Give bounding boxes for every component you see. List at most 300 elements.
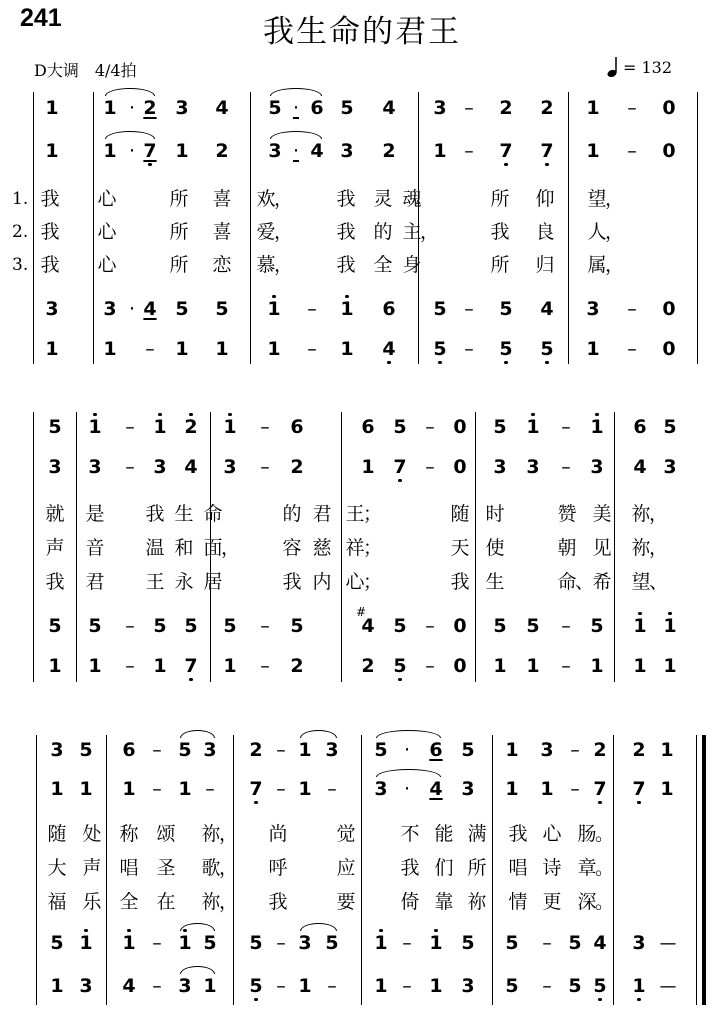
alto-note: 3: [268, 140, 282, 162]
bass-note: 1: [103, 338, 117, 360]
hold-dash: –: [542, 975, 552, 997]
lyric-punctuation: ，: [221, 537, 241, 559]
key-signature: D大调 4/4拍: [34, 61, 137, 80]
hold-dash: –: [542, 932, 552, 954]
lyric-syllable: 歌 ，: [199, 853, 223, 883]
octave-down-dot: [637, 801, 640, 804]
soprano-note: 5: [79, 739, 93, 761]
rest: 0: [662, 97, 676, 119]
alto-note: 1: [361, 456, 375, 478]
bass-note: 4: [382, 338, 396, 360]
tenor-note: 5: [203, 932, 217, 954]
bass-note: 1: [429, 975, 443, 997]
lyric-syllable: 深 。: [575, 887, 599, 917]
lyric-syllable: 使: [485, 537, 505, 559]
lyric-syllable: 恋: [212, 254, 232, 276]
soprano-note: 3: [50, 739, 64, 761]
rest: 0: [453, 416, 467, 438]
lyric-syllable: 君: [312, 503, 332, 525]
lyric-syllable: 魂: [402, 188, 422, 210]
lyric-syllable: 主 ，: [400, 217, 424, 247]
tenor-note: 5: [433, 298, 447, 320]
lyric-syllable: 我: [490, 221, 510, 243]
soprano-note: 2: [593, 739, 607, 761]
lyrics-row: [0, 887, 724, 917]
soprano-note: 2: [499, 97, 513, 119]
lyric-syllable: 王: [145, 571, 165, 593]
rest: 0: [662, 298, 676, 320]
hold-dash: –: [425, 416, 435, 438]
bass-note: 1: [50, 975, 64, 997]
alto-row: [0, 138, 724, 164]
soprano-note: 1: [45, 97, 59, 119]
hold-dash: –: [627, 97, 637, 119]
alto-note: 1: [505, 778, 519, 800]
lyric-syllable: 朝: [557, 537, 577, 559]
lyric-syllable: 希: [592, 571, 612, 593]
slur: [300, 730, 337, 738]
tenor-note: 5: [499, 298, 513, 320]
tenor-note: 1: [122, 932, 136, 954]
bass-row: [0, 336, 724, 362]
lyric-syllable: 肠 。: [575, 819, 599, 849]
hold-dash: –: [260, 615, 270, 637]
soprano-note: 1: [298, 739, 312, 761]
lyric-syllable: 音: [85, 537, 105, 559]
soprano-note: 5: [48, 416, 62, 438]
tenor-note: 5: [393, 615, 407, 637]
lyric-syllable: 慕 ，: [254, 250, 278, 280]
lyric-syllable: 随: [47, 823, 67, 845]
alto-note: 7: [393, 456, 407, 478]
tenor-note: 5: [223, 615, 237, 637]
tenor-row: [0, 296, 724, 322]
alto-note: 1: [175, 140, 189, 162]
lyric-syllable: 温: [145, 537, 165, 559]
lyric-syllable: 应: [336, 857, 356, 879]
bass-note: 1: [586, 338, 600, 360]
lyric-syllable: 能: [434, 823, 454, 845]
lyric-syllable: 颂: [156, 823, 176, 845]
tenor-note: 4: [143, 298, 157, 320]
lyric-punctuation: ，: [605, 254, 625, 276]
lyric-syllable: 所: [467, 857, 487, 879]
rest: 0: [453, 615, 467, 637]
lyric-syllable: 见: [592, 537, 612, 559]
bass-note: 3: [178, 975, 192, 997]
lyric-syllable: 是: [85, 503, 105, 525]
lyric-syllable: 属 ，: [585, 250, 609, 280]
tenor-note: 5: [568, 932, 582, 954]
lyric-punctuation: 。: [595, 857, 615, 879]
lyric-syllable: 所: [490, 254, 510, 276]
bass-note: 2: [290, 655, 304, 677]
alto-note: 3: [461, 778, 475, 800]
slur: [180, 923, 215, 931]
soprano-note: 3: [203, 739, 217, 761]
lyric-syllable: 所: [169, 221, 189, 243]
lyric-punctuation: ；: [363, 571, 383, 593]
bass-note: 1: [215, 338, 229, 360]
tenor-note: 3: [45, 298, 59, 320]
lyric-punctuation: ，: [605, 188, 625, 210]
lyric-syllable: 靠: [434, 891, 454, 913]
bass-note: 1: [175, 338, 189, 360]
lyric-syllable: 祢 ，: [629, 533, 653, 563]
lyric-syllable: 生: [174, 503, 194, 525]
verse-number: 1.: [12, 189, 29, 209]
lyric-syllable: 永: [174, 571, 194, 593]
hold-dash: –: [627, 140, 637, 162]
lyric-syllable: 望 、: [629, 567, 653, 597]
lyric-punctuation: ，: [649, 537, 669, 559]
soprano-note: 1: [660, 739, 674, 761]
hold-dash: –: [627, 338, 637, 360]
soprano-note: 1: [103, 97, 117, 119]
lyric-syllable: 慈: [312, 537, 332, 559]
soprano-note: 1: [223, 416, 237, 438]
bass-note: 5: [499, 338, 513, 360]
lyric-syllable: 欢 ，: [254, 184, 278, 214]
lyric-punctuation: ，: [274, 221, 294, 243]
tenor-note: 5: [505, 932, 519, 954]
hold-dash: –: [152, 739, 162, 761]
tenor-note: 1: [267, 298, 281, 320]
augmentation-dot: ·: [128, 140, 136, 162]
augmentation-dot: ·: [403, 778, 411, 800]
lyric-punctuation: ，: [274, 254, 294, 276]
lyric-syllable: 命: [203, 503, 223, 525]
soprano-note: 2: [540, 97, 554, 119]
octave-down-dot: [254, 801, 257, 804]
augmentation-dot: ·: [292, 140, 300, 162]
rest: 0: [453, 456, 467, 478]
tenor-note: 1: [663, 615, 677, 637]
lyric-punctuation: 。: [595, 823, 615, 845]
lyric-syllable: 生: [485, 571, 505, 593]
alto-note: 1: [103, 140, 117, 162]
slur: [180, 966, 215, 974]
lyric-punctuation: 。: [595, 891, 615, 913]
lyric-syllable: 尚: [268, 823, 288, 845]
soprano-row: [0, 737, 724, 763]
lyric-syllable: 我: [336, 254, 356, 276]
tenor-note: 5: [153, 615, 167, 637]
lyric-syllable: 声: [45, 537, 65, 559]
soprano-note: 1: [88, 416, 102, 438]
soprano-note: 1: [505, 739, 519, 761]
octave-down-dot: [598, 801, 601, 804]
alto-note: 3: [590, 456, 604, 478]
tenor-note: 5: [461, 932, 475, 954]
hold-dash: –: [425, 655, 435, 677]
lyric-syllable: 和: [174, 537, 194, 559]
alto-note: 1: [79, 778, 93, 800]
tenor-note: 5: [325, 932, 339, 954]
lyric-syllable: 人 ，: [585, 217, 609, 247]
slur: [270, 131, 322, 139]
augmentation-dot: ·: [403, 739, 411, 761]
quarter-note-icon: [607, 56, 621, 78]
bass-note: 1: [374, 975, 388, 997]
lyric-syllable: 面 ，: [201, 533, 225, 563]
lyric-syllable: 我: [282, 571, 302, 593]
alto-note: 2: [290, 456, 304, 478]
lyric-syllable: 全: [373, 254, 393, 276]
lyrics-row: [0, 819, 724, 849]
soprano-note: 1: [153, 416, 167, 438]
soprano-note: 5: [268, 97, 282, 119]
hold-dash: –: [125, 416, 135, 438]
tenor-note: 1: [340, 298, 354, 320]
hold-dash: –: [152, 778, 162, 800]
bass-note: 5: [393, 655, 407, 677]
lyric-syllable: 仰: [535, 188, 555, 210]
tenor-note: 5: [88, 615, 102, 637]
lyric-syllable: 祢 ，: [629, 499, 653, 529]
lyric-syllable: 觉: [336, 823, 356, 845]
alto-note: 1: [122, 778, 136, 800]
tenor-note: 5: [50, 932, 64, 954]
soprano-note: 6: [633, 416, 647, 438]
bass-note: 5: [593, 975, 607, 997]
sharp-sign: #: [356, 605, 367, 619]
lyric-syllable: 我: [450, 571, 470, 593]
bass-note: 5: [568, 975, 582, 997]
slur: [376, 769, 441, 777]
lyric-syllable: 情: [508, 891, 528, 913]
lyric-syllable: 们: [434, 857, 454, 879]
hold-dash: –: [307, 338, 317, 360]
hold-dash: –: [561, 456, 571, 478]
lyric-punctuation: ，: [219, 823, 239, 845]
hold-dash: –: [464, 298, 474, 320]
lyric-syllable: 要: [336, 891, 356, 913]
lyric-syllable: 祥 ；: [343, 533, 367, 563]
soprano-note: 3: [325, 739, 339, 761]
slur: [376, 730, 441, 738]
alto-note: 7: [593, 778, 607, 800]
hold-dash: –: [561, 655, 571, 677]
lyric-syllable: 随: [450, 503, 470, 525]
lyric-syllable: 王 ；: [343, 499, 367, 529]
hold-dash: –: [425, 456, 435, 478]
alto-note: 4: [310, 140, 324, 162]
lyric-syllable: 我: [268, 891, 288, 913]
soprano-note: 3: [540, 739, 554, 761]
tenor-note: 1: [374, 932, 388, 954]
soprano-row: [0, 95, 724, 121]
tenor-note: 1: [633, 615, 647, 637]
soprano-note: 5: [663, 416, 677, 438]
rest: 0: [662, 338, 676, 360]
lyric-syllable: 呼: [268, 857, 288, 879]
augmentation-dot: ·: [292, 97, 300, 119]
slur: [270, 88, 322, 96]
tenor-note: 4: [540, 298, 554, 320]
octave-down-dot: [438, 361, 441, 364]
bass-note: 4: [122, 975, 136, 997]
tempo-value: = 132: [622, 57, 672, 77]
soprano-note: 5: [340, 97, 354, 119]
tenor-note: 5: [290, 615, 304, 637]
lyric-syllable: 全: [119, 891, 139, 913]
hold-dash: –: [260, 416, 270, 438]
rest: 0: [662, 140, 676, 162]
hold-dash: –: [276, 975, 286, 997]
lyric-syllable: 我: [336, 221, 356, 243]
lyric-syllable: 望 ，: [585, 184, 609, 214]
octave-down-dot: [504, 163, 507, 166]
alto-note: 3: [493, 456, 507, 478]
lyric-syllable: 心 ；: [343, 567, 367, 597]
lyric-syllable: 更: [542, 891, 562, 913]
soprano-note: 2: [143, 97, 157, 119]
lyric-syllable: 君: [85, 571, 105, 593]
soprano-note: 6: [429, 739, 443, 761]
hold-dash: –: [276, 739, 286, 761]
alto-note: 1: [298, 778, 312, 800]
hymn-title: 我生命的君王: [263, 14, 461, 50]
lyric-syllable: 唱: [119, 857, 139, 879]
bass-note: 1: [153, 655, 167, 677]
tenor-row: [0, 930, 724, 956]
slur: [105, 131, 155, 139]
bass-note: 1: [526, 655, 540, 677]
alto-note: 7: [499, 140, 513, 162]
tenor-note: 3: [103, 298, 117, 320]
hold-dash: –: [145, 338, 155, 360]
tenor-note: 5: [184, 615, 198, 637]
tempo-marking: [607, 56, 672, 78]
hold-dash: –: [570, 739, 580, 761]
lyric-punctuation: ，: [274, 188, 294, 210]
bass-note: 1: [298, 975, 312, 997]
lyrics-row: [0, 217, 724, 247]
tenor-note: 5: [493, 615, 507, 637]
lyric-syllable: 我: [400, 857, 420, 879]
octave-down-dot: [545, 163, 548, 166]
alto-note: 3: [223, 456, 237, 478]
hold-dash: –: [561, 416, 571, 438]
tenor-row: [0, 605, 724, 639]
lyric-syllable: 居: [203, 571, 223, 593]
octave-down-dot: [148, 163, 151, 166]
lyric-syllable: 倚: [400, 891, 420, 913]
hold-dash: ––: [659, 975, 675, 997]
soprano-note: 6: [290, 416, 304, 438]
soprano-note: 3: [433, 97, 447, 119]
tenor-note: 5: [48, 615, 62, 637]
slur: [180, 730, 215, 738]
lyric-punctuation: ，: [649, 503, 669, 525]
soprano-note: 1: [526, 416, 540, 438]
lyric-syllable: 的: [282, 503, 302, 525]
tenor-note: 5: [590, 615, 604, 637]
lyric-syllable: 心: [97, 221, 117, 243]
lyric-syllable: 内: [312, 571, 332, 593]
lyric-syllable: 灵: [373, 188, 393, 210]
bass-note: 1: [223, 655, 237, 677]
verse-number: 3.: [12, 255, 29, 275]
hold-dash: –: [570, 778, 580, 800]
lyric-syllable: 所: [169, 254, 189, 276]
soprano-row: [0, 414, 724, 440]
lyric-syllable: 心: [97, 188, 117, 210]
lyrics-row: [0, 567, 724, 597]
alto-note: 1: [586, 140, 600, 162]
soprano-note: 5: [374, 739, 388, 761]
lyric-syllable: 圣: [156, 857, 176, 879]
hold-dash: –: [125, 456, 135, 478]
lyric-syllable: 祢: [467, 891, 487, 913]
tenor-note: 4: [361, 615, 375, 637]
tenor-note: 5: [526, 615, 540, 637]
lyric-syllable: 我: [40, 188, 60, 210]
alto-note: 2: [215, 140, 229, 162]
lyric-syllable: 我: [40, 221, 60, 243]
alto-note: 1: [433, 140, 447, 162]
hold-dash: –: [276, 932, 286, 954]
lyric-punctuation: ；: [363, 503, 383, 525]
soprano-note: 6: [122, 739, 136, 761]
soprano-note: 1: [586, 97, 600, 119]
lyric-syllable: 乐: [82, 891, 102, 913]
alto-note: 7: [143, 140, 157, 162]
lyric-syllable: 祢 ，: [199, 887, 223, 917]
bass-note: 1: [590, 655, 604, 677]
hold-dash: –: [425, 615, 435, 637]
tenor-note: 3: [586, 298, 600, 320]
lyric-syllable: 心: [97, 254, 117, 276]
lyric-syllable: 归: [535, 254, 555, 276]
lyric-punctuation: 、: [575, 571, 595, 593]
alto-note: 7: [632, 778, 646, 800]
bass-note: 1: [340, 338, 354, 360]
hold-dash: –: [327, 975, 337, 997]
octave-down-dot: [387, 361, 390, 364]
lyric-syllable: 喜: [212, 221, 232, 243]
hold-dash: –: [307, 298, 317, 320]
bass-note: 1: [203, 975, 217, 997]
lyric-syllable: 容: [282, 537, 302, 559]
bass-row: [0, 653, 724, 679]
lyric-syllable: 就: [45, 503, 65, 525]
lyric-syllable: 心: [542, 823, 562, 845]
alto-note: 7: [249, 778, 263, 800]
octave-down-dot: [598, 998, 601, 1001]
bass-note: 3: [461, 975, 475, 997]
lyric-syllable: 身: [402, 254, 422, 276]
alto-note: 7: [540, 140, 554, 162]
bass-note: 1: [632, 975, 646, 997]
tenor-note: 1: [178, 932, 192, 954]
lyric-syllable: 满: [467, 823, 487, 845]
alto-note: 4: [184, 456, 198, 478]
lyrics-row: [0, 184, 724, 214]
lyric-syllable: 处: [82, 823, 102, 845]
lyric-syllable: 赞: [557, 503, 577, 525]
alto-note: 1: [178, 778, 192, 800]
lyric-syllable: 祢 ，: [199, 819, 223, 849]
alto-note: 3: [88, 456, 102, 478]
soprano-note: 3: [175, 97, 189, 119]
tenor-note: 5: [249, 932, 263, 954]
hold-dash: –: [464, 140, 474, 162]
lyric-syllable: 的: [373, 221, 393, 243]
alto-note: 4: [633, 456, 647, 478]
lyric-syllable: 时: [485, 503, 505, 525]
